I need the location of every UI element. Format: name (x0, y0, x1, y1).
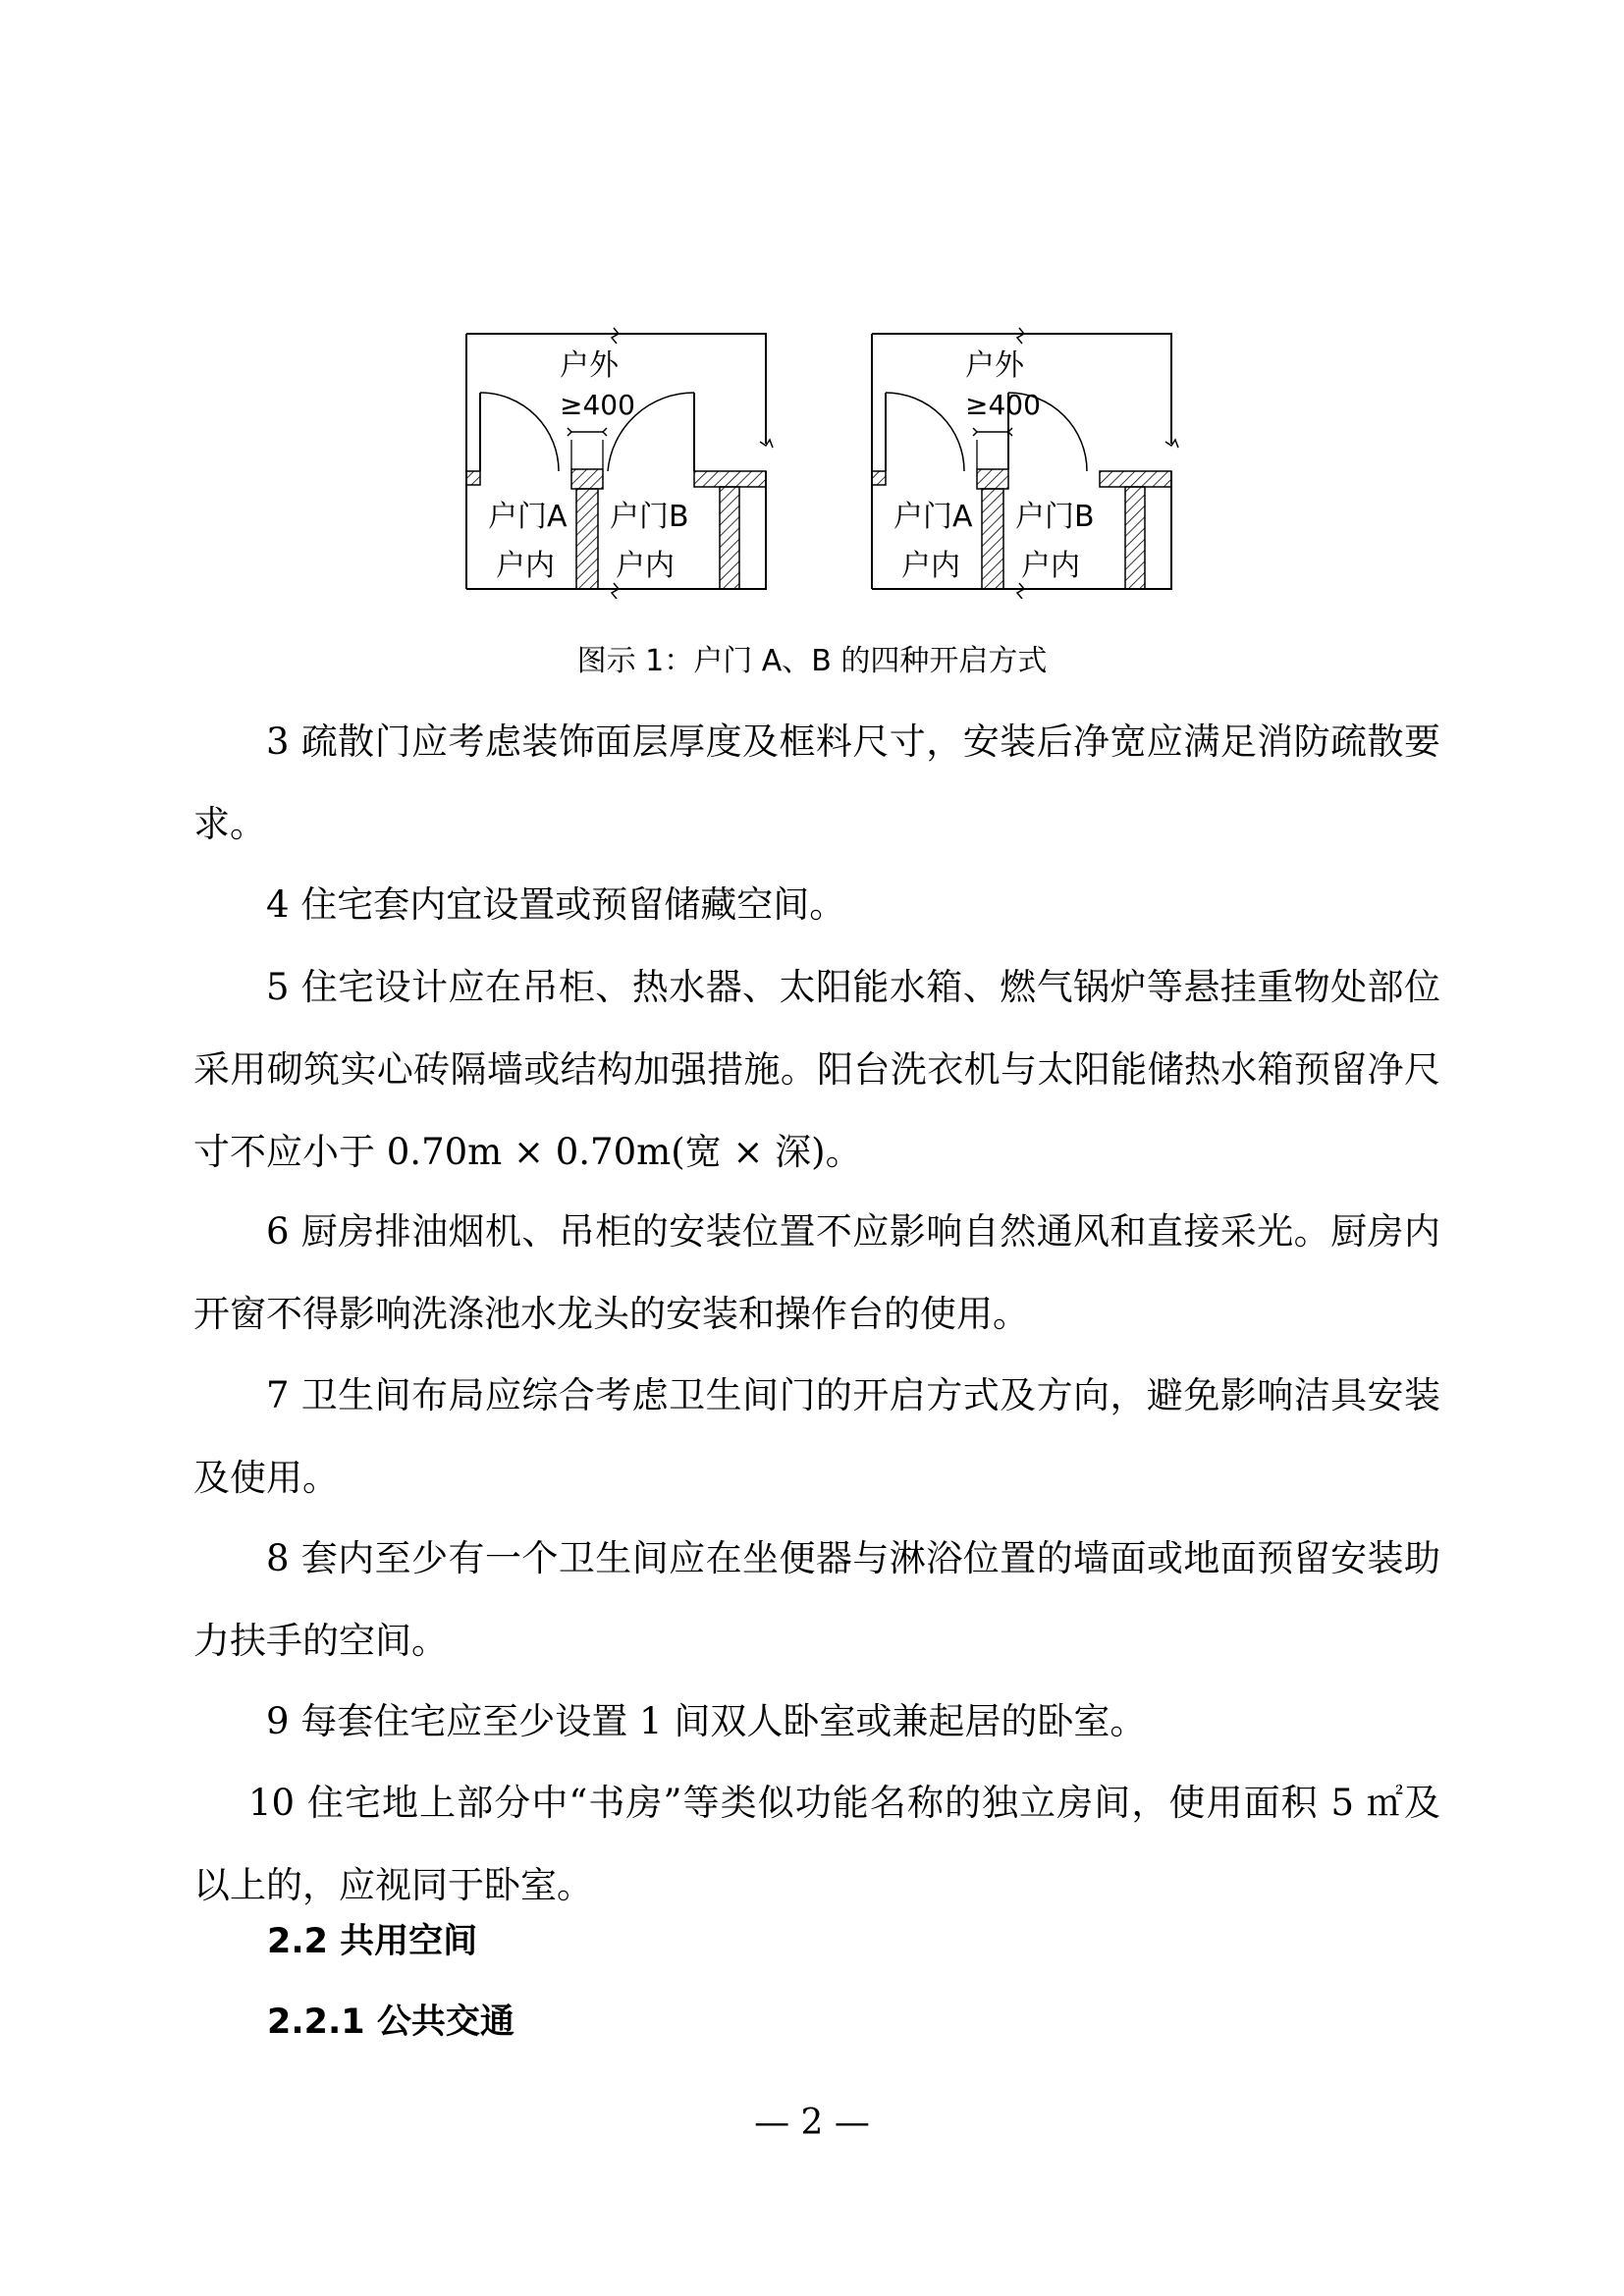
paragraph-item-6: 6 厨房排油烟机、吊柜的安装位置不应影响自然通风和直接采光。厨房内开窗不得影响洗涤池水龙头的安装和操作台的使用。 (193, 1210, 1440, 1335)
paragraph-item-8: 8 套内至少有一个卫生间应在坐便器与淋浴位置的墙面或地面预留安装助力扶手的空间。 (193, 1537, 1440, 1662)
label-door-b: 户门B (1015, 500, 1095, 534)
paragraph-item-4: 4 住宅套内宜设置或预留储藏空间。 (266, 883, 846, 926)
label-indoor: 户内 (496, 549, 555, 583)
label-door-a: 户门A (893, 500, 973, 534)
paragraph-item-10: 10 住宅地上部分中“书房”等类似功能名称的独立房间，使用面积 5 ㎡及以上的，应视同于卧室。 (193, 1782, 1440, 1906)
label-min-width: ≥400 (560, 389, 635, 421)
paragraph-item-3: 3 疏散门应考虑装饰面层厚度及框料尺寸，安装后净宽应满足消防疏散要求。 (193, 721, 1440, 845)
figure-caption: 图示 1：户门 A、B 的四种开启方式 (576, 644, 1048, 678)
section-heading: 2.2 共用空间 (267, 1922, 478, 1961)
label-outdoor: 户外 (965, 348, 1024, 383)
label-door-b: 户门B (610, 500, 689, 534)
paragraph-item-7: 7 卫生间布局应综合考虑卫生间门的开启方式及方向，避免影响洁具安装及使用。 (193, 1374, 1440, 1499)
label-min-width: ≥400 (965, 389, 1041, 421)
label-indoor: 户内 (901, 549, 960, 583)
door-panel-right (872, 328, 1178, 599)
door-panel-left (466, 328, 773, 599)
page-number: — 2 — (754, 2103, 870, 2143)
label-door-a: 户门A (488, 500, 568, 534)
label-indoor: 户内 (1021, 549, 1080, 583)
paragraph-item-5: 5 住宅设计应在吊柜、热水器、太阳能水箱、燃气锅炉等悬挂重物处部位采用砌筑实心砖隔墙或结构加强措施。阳台洗衣机与太阳能储热水箱预留净尺寸不应小于 0.70m × 0.70m(宽 × 深)。 (193, 966, 1440, 1173)
subsection-heading: 2.2.1 公共交通 (267, 2002, 514, 2042)
label-indoor: 户内 (616, 549, 675, 583)
door-opening-diagram (452, 324, 1198, 599)
paragraph-item-9: 9 每套住宅应至少设置 1 间双人卧室或兼起居的卧室。 (266, 1700, 1147, 1742)
label-outdoor: 户外 (560, 348, 619, 383)
